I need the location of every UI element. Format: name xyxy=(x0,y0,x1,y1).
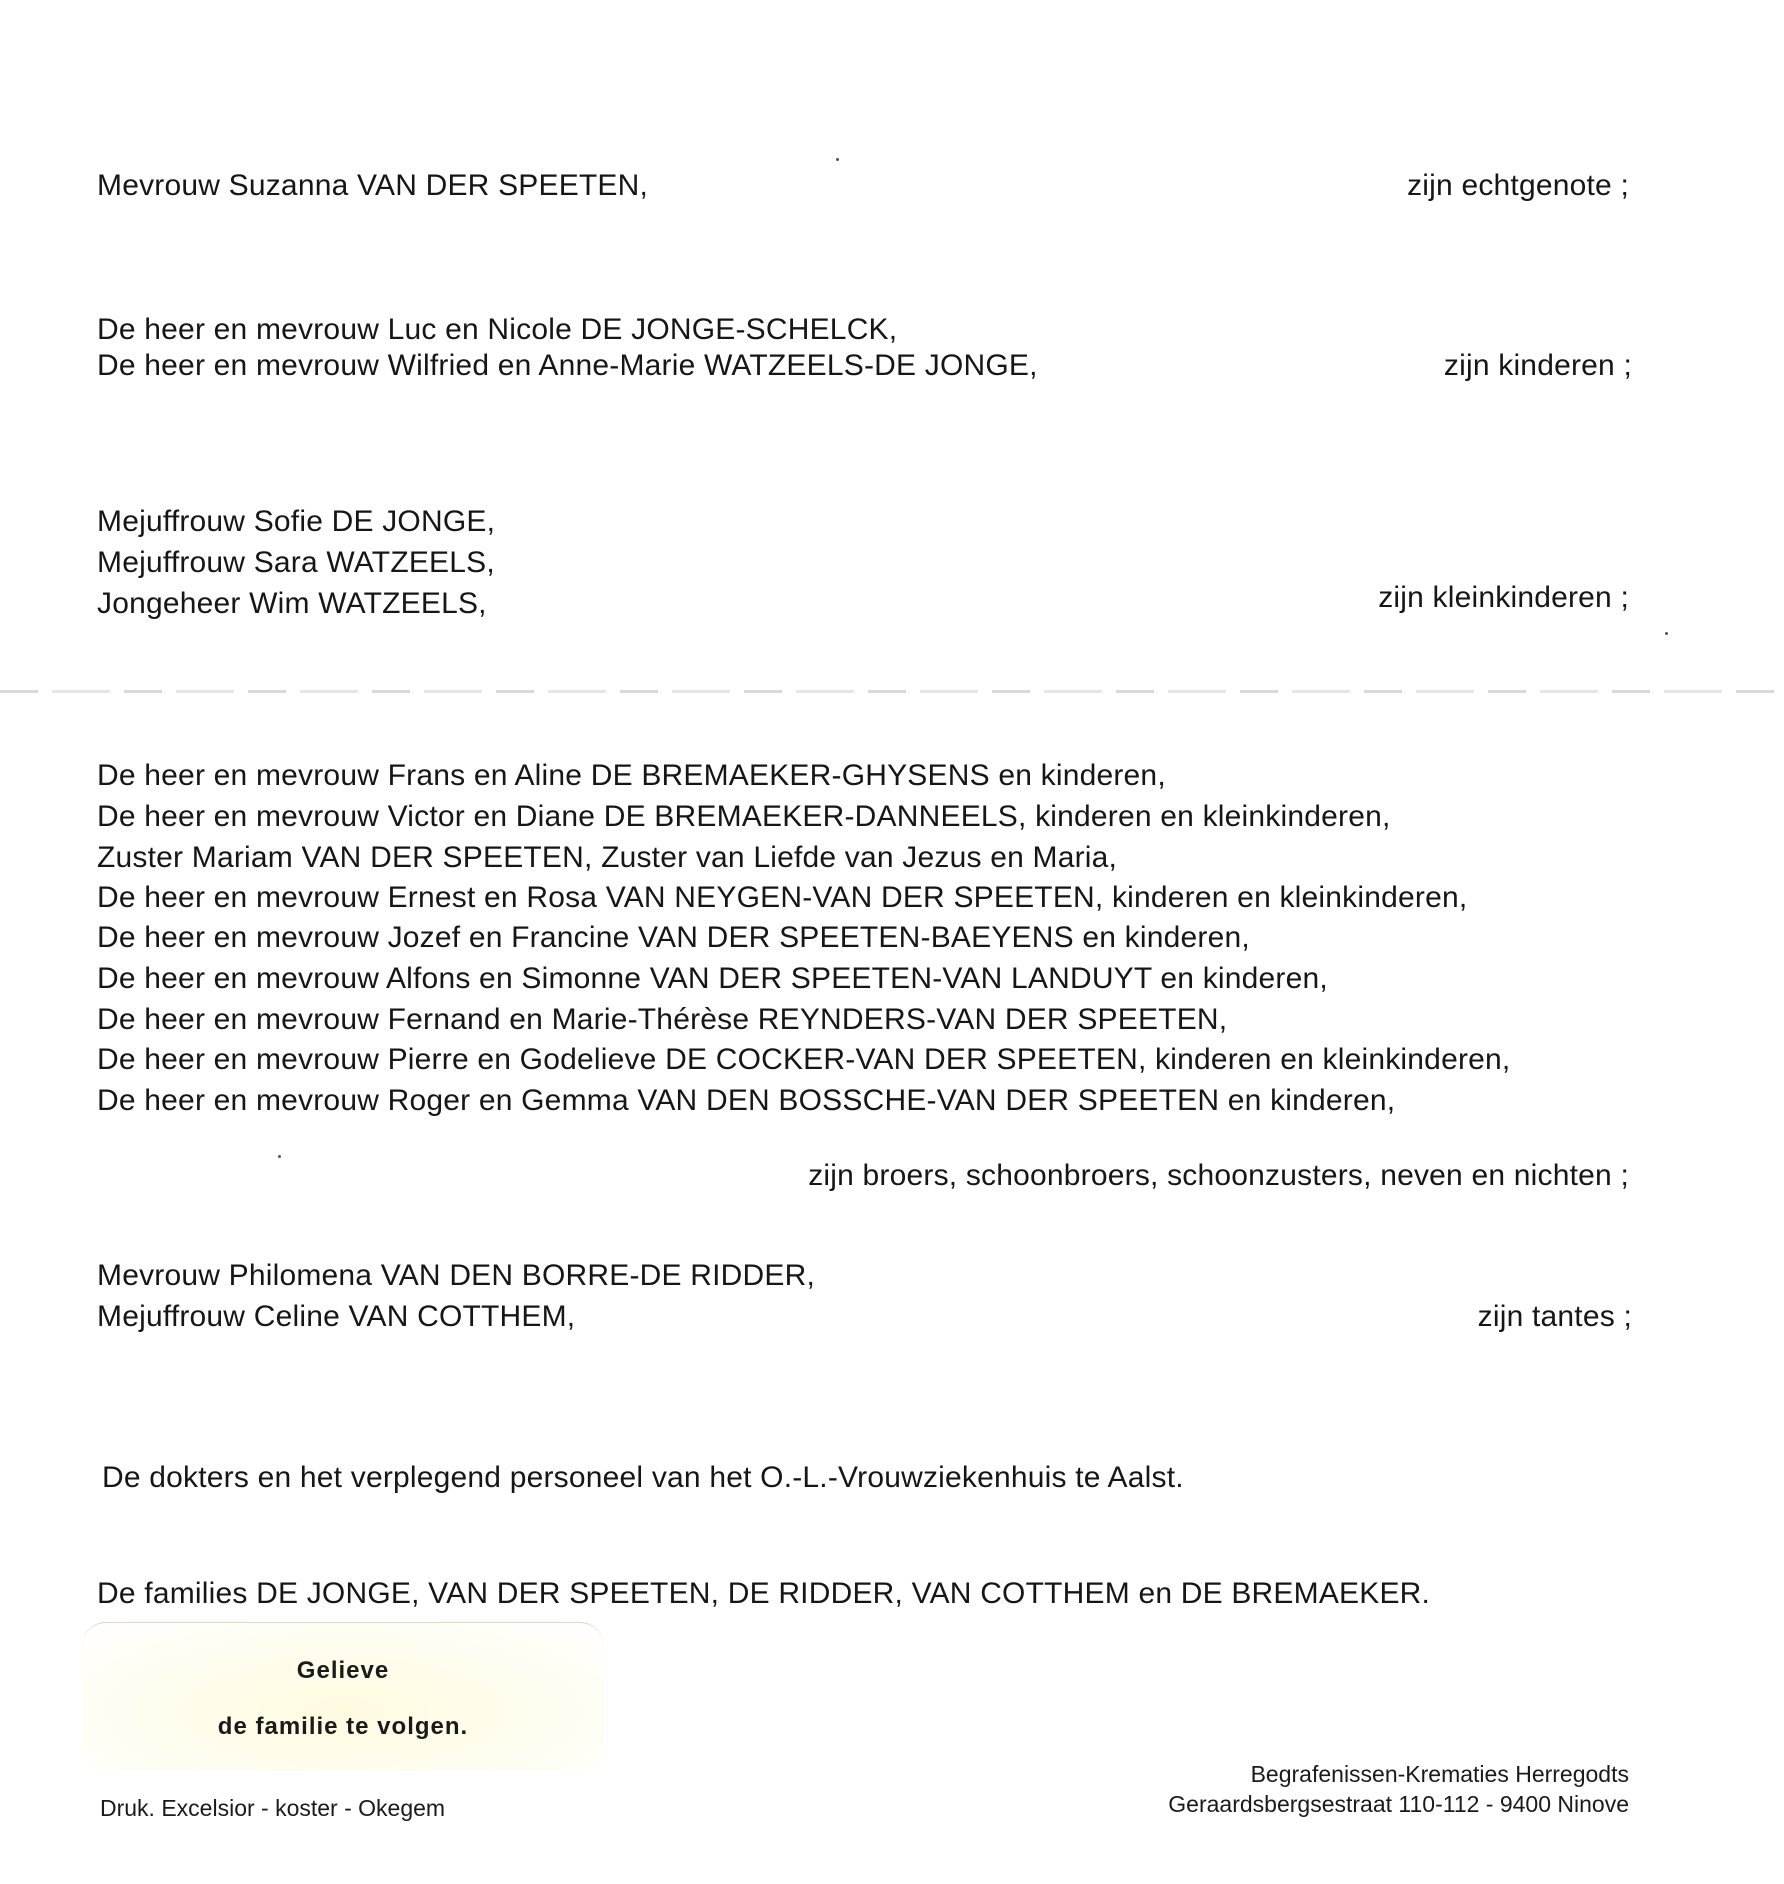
scan-speck xyxy=(836,158,839,161)
grandchild-line: Jongeheer Wim WATZEELS, xyxy=(97,587,487,620)
sibling-line: De heer en mevrouw Roger en Gemma VAN DEN BOSSCHE-VAN DER SPEETEN en kinderen, xyxy=(97,1084,1396,1117)
funeral-home-address: Geraardsbergsestraat 110-112 - 9400 Ninove xyxy=(1168,1791,1629,1817)
aunt-line: Mejuffrouw Celine VAN COTTHEM, xyxy=(97,1300,576,1333)
child-line: De heer en mevrouw Luc en Nicole DE JONGE-SCHELCK, xyxy=(97,313,898,346)
spouse-name: Mevrouw Suzanna VAN DER SPEETEN, xyxy=(97,169,649,202)
families-line: De families DE JONGE, VAN DER SPEETEN, DE RIDDER, VAN COTTHEM en DE BREMAEKER. xyxy=(97,1577,1431,1610)
child-line: De heer en mevrouw Wilfried en Anne-Marie WATZEELS-DE JONGE, xyxy=(97,349,1038,382)
funeral-home-name: Begrafenissen-Krematies Herregodts xyxy=(1250,1761,1629,1787)
sibling-line: Zuster Mariam VAN DER SPEETEN, Zuster van Liefde van Jezus en Maria, xyxy=(97,841,1118,874)
spouse-relation: zijn echtgenote ; xyxy=(1407,169,1629,202)
sibling-line: De heer en mevrouw Victor en Diane DE BREMAEKER-DANNEELS, kinderen en kleinkinderen, xyxy=(97,800,1391,833)
sibling-line: De heer en mevrouw Frans en Aline DE BREMAEKER-GHYSENS en kinderen, xyxy=(97,759,1166,792)
scan-speck xyxy=(278,1155,281,1158)
follow-family-card xyxy=(82,1622,604,1771)
card-line-1: Gelieve xyxy=(296,1657,390,1684)
sibling-line: De heer en mevrouw Pierre en Godelieve DE COCKER-VAN DER SPEETEN, kinderen en kleinkinderen, xyxy=(97,1043,1511,1076)
sibling-line: De heer en mevrouw Fernand en Marie-Thérèse REYNDERS-VAN DER SPEETEN, xyxy=(97,1003,1228,1036)
fold-line xyxy=(0,690,1784,693)
siblings-relation: zijn broers, schoonbroers, schoonzusters, neven en nichten ; xyxy=(808,1159,1629,1192)
grandchildren-relation: zijn kleinkinderen ; xyxy=(1378,581,1629,614)
sibling-line: De heer en mevrouw Ernest en Rosa VAN NEYGEN-VAN DER SPEETEN, kinderen en kleinkinderen, xyxy=(97,881,1468,914)
sibling-line: De heer en mevrouw Alfons en Simonne VAN DER SPEETEN-VAN LANDUYT en kinderen, xyxy=(97,962,1328,995)
grandchild-line: Mejuffrouw Sofie DE JONGE, xyxy=(97,505,496,538)
aunts-relation: zijn tantes ; xyxy=(1477,1300,1632,1333)
printer-credit: Druk. Excelsior - koster - Okegem xyxy=(100,1795,446,1821)
aunt-line: Mevrouw Philomena VAN DEN BORRE-DE RIDDER, xyxy=(97,1259,816,1292)
scan-speck xyxy=(1665,632,1668,635)
hospital-line: De dokters en het verplegend personeel van het O.-L.-Vrouwziekenhuis te Aalst. xyxy=(102,1461,1184,1494)
card-line-2: de familie te volgen. xyxy=(217,1713,469,1740)
grandchild-line: Mejuffrouw Sara WATZEELS, xyxy=(97,546,495,579)
children-relation: zijn kinderen ; xyxy=(1443,349,1632,382)
sibling-line: De heer en mevrouw Jozef en Francine VAN DER SPEETEN-BAEYENS en kinderen, xyxy=(97,921,1250,954)
